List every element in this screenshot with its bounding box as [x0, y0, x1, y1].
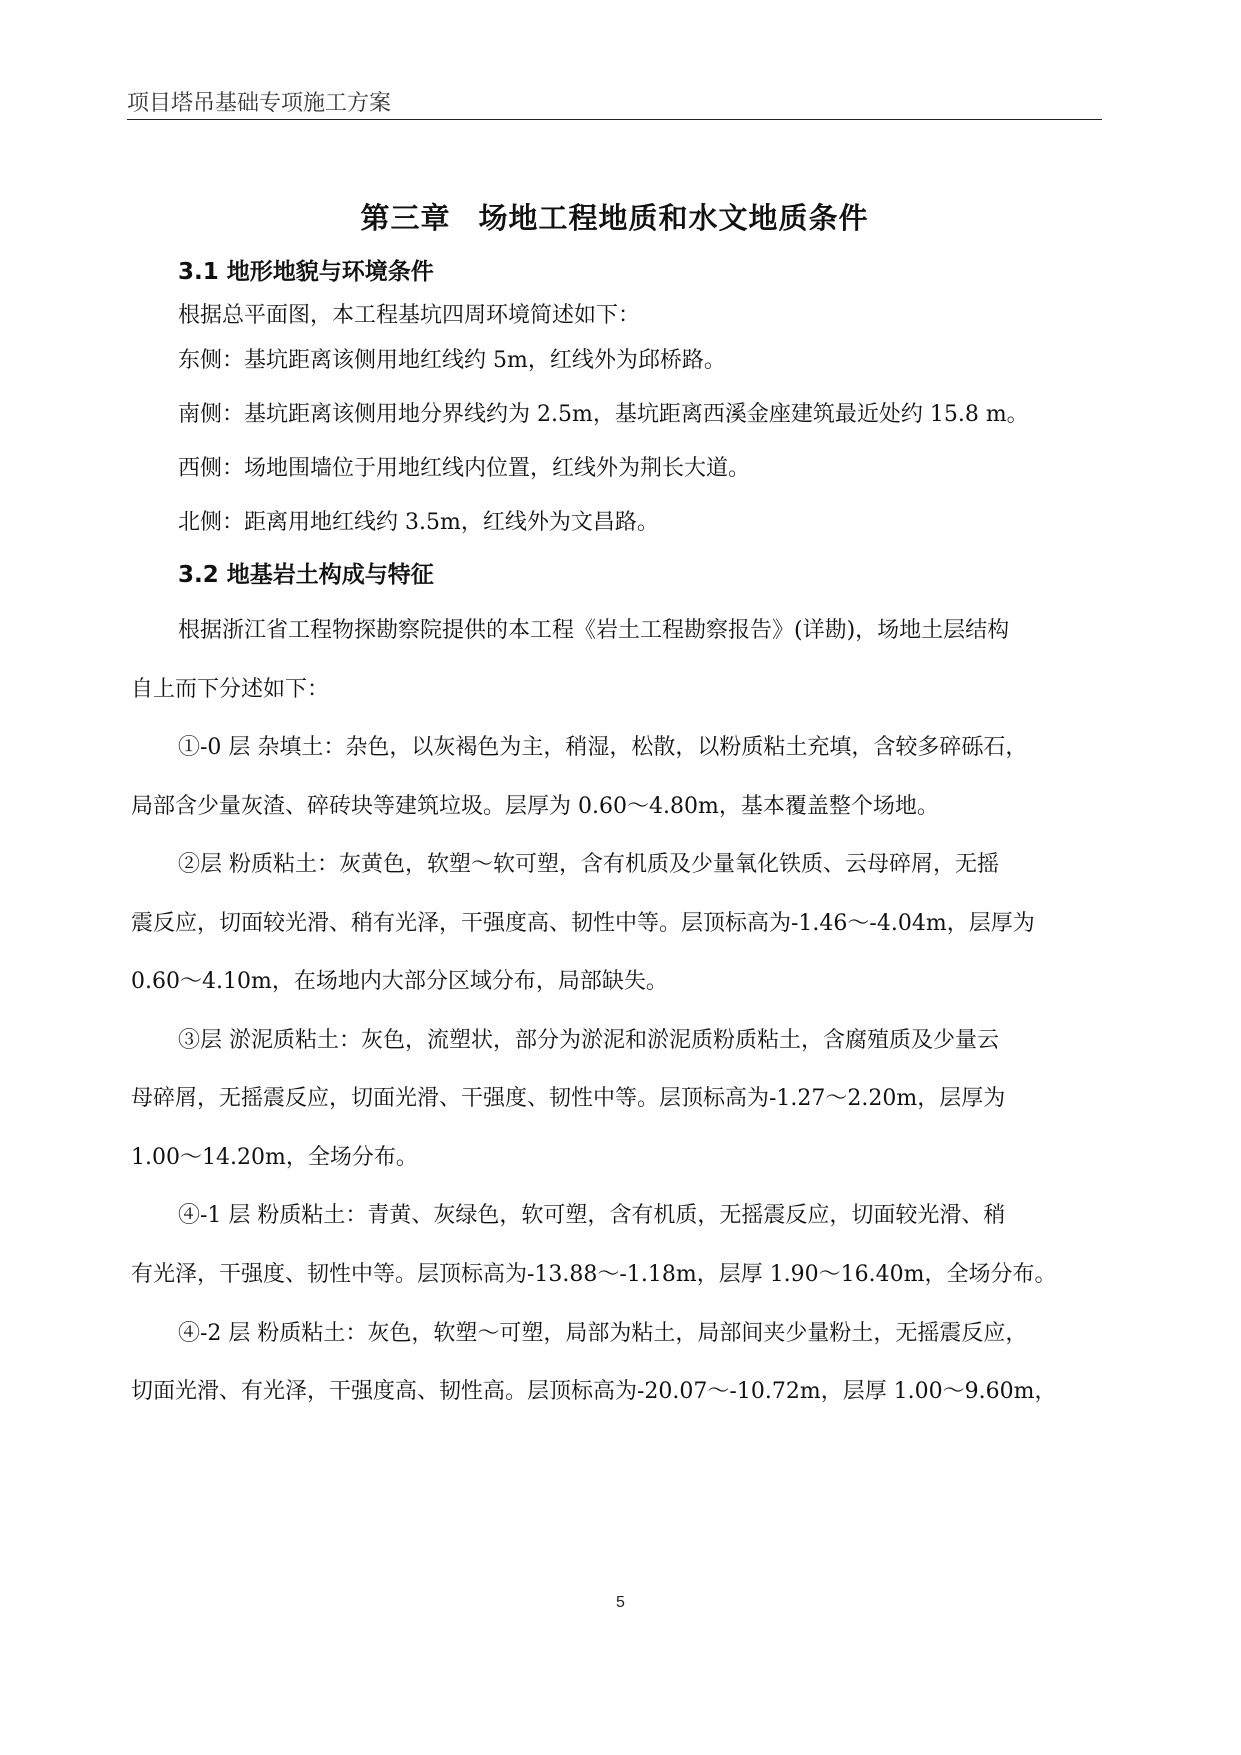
paragraph-line: ④-2 层 粉质粘土：灰色，软塑～可塑，局部为粘土，局部间夹少量粉土，无摇震反应， — [178, 1321, 1028, 1346]
section-heading-3-2: 3.2 地基岩土构成与特征 — [178, 562, 434, 588]
chapter-title — [127, 196, 1102, 237]
paragraph-line: ④-1 层 粉质粘土：青黄、灰绿色，软可塑，含有机质，无摇震反应，切面较光滑、稍 — [178, 1203, 1006, 1228]
chapter-label: 第三章 — [360, 201, 451, 235]
paragraph-line: ①-0 层 杂填土：杂色，以灰褐色为主，稍湿，松散，以粉质粘土充填，含较多碎砾石， — [178, 735, 1028, 760]
paragraph-line: 震反应，切面较光滑、稍有光泽，干强度高、韧性中等。层顶标高为-1.46～-4.04m，层厚为 — [131, 911, 1035, 936]
header-rule — [127, 119, 1102, 120]
page-number: 5 — [616, 1594, 625, 1611]
paragraph-line: 局部含少量灰渣、碎砖块等建筑垃圾。层厚为 0.60～4.80m，基本覆盖整个场地。 — [131, 794, 939, 819]
paragraph-line: 1.00～14.20m，全场分布。 — [131, 1145, 418, 1170]
chapter-title-text: 场地工程地质和水文地质条件 — [478, 201, 869, 235]
paragraph-line: 根据浙江省工程物探勘察院提供的本工程《岩土工程勘察报告》(详勘)，场地土层结构 — [178, 618, 1010, 643]
running-header: 项目塔吊基础专项施工方案 — [127, 91, 392, 116]
paragraph-line: 南侧：基坑距离该侧用地分界线约为 2.5m，基坑距离西溪金座建筑最近处约 15.8 m。 — [178, 402, 1029, 427]
paragraph-line: 东侧：基坑距离该侧用地红线约 5m，红线外为邱桥路。 — [178, 348, 726, 373]
paragraph-line: 切面光滑、有光泽，干强度高、韧性高。层顶标高为-20.07～-10.72m，层厚 1.00～9.60m， — [131, 1379, 1057, 1404]
paragraph-line: 0.60～4.10m，在场地内大部分区域分布，局部缺失。 — [131, 969, 668, 994]
paragraph-line: 自上而下分述如下： — [131, 677, 330, 702]
paragraph-line: 根据总平面图，本工程基坑四周环境简述如下： — [178, 303, 641, 328]
paragraph-line: 北侧：距离用地红线约 3.5m，红线外为文昌路。 — [178, 510, 659, 535]
paragraph-line: 有光泽，干强度、韧性中等。层顶标高为-13.88～-1.18m，层厚 1.90～16.40m，全场分布。 — [131, 1262, 1057, 1287]
paragraph-line: ③层 淤泥质粘土：灰色，流塑状，部分为淤泥和淤泥质粉质粘土，含腐殖质及少量云 — [178, 1028, 999, 1053]
paragraph-line: ②层 粉质粘土：灰黄色，软塑～软可塑，含有机质及少量氧化铁质、云母碎屑，无摇 — [178, 852, 999, 877]
paragraph-line: 西侧：场地围墙位于用地红线内位置，红线外为荆长大道。 — [178, 456, 751, 481]
section-heading-3-1: 3.1 地形地貌与环境条件 — [178, 259, 434, 285]
paragraph-line: 母碎屑，无摇震反应，切面光滑、干强度、韧性中等。层顶标高为-1.27～2.20m，层厚为 — [131, 1086, 1006, 1111]
